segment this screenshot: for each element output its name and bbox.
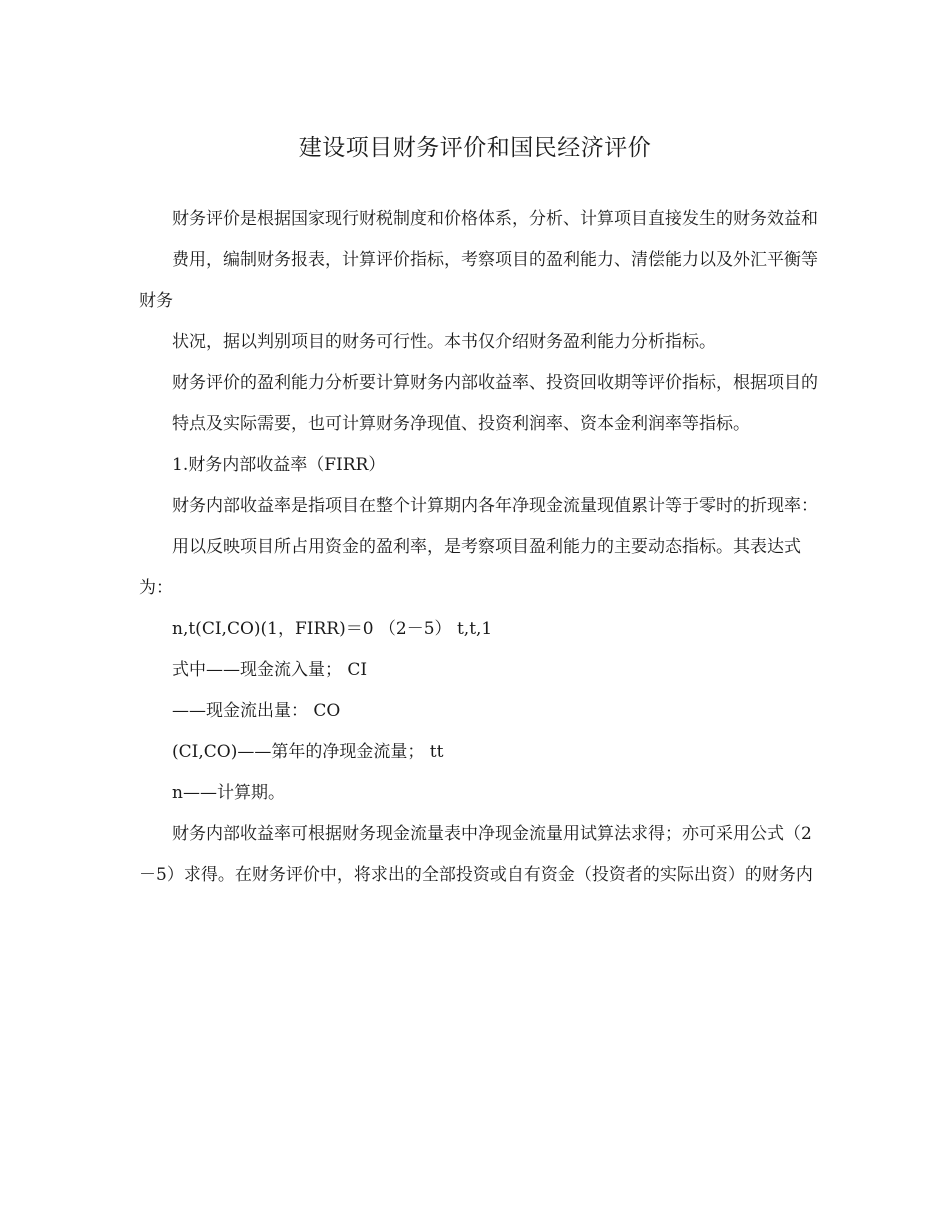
formula-legend: (CI,CO)——第年的净现金流量； tt	[172, 742, 444, 762]
paragraph: 用以反映项目所占用资金的盈利率，是考察项目盈利能力的主要动态指标。其表达式为：	[139, 537, 801, 598]
paragraph: 财务评价的盈利能力分析要计算财务内部收益率、投资回收期等评价指标，根据项目的	[172, 373, 818, 393]
document-title: 建设项目财务评价和国民经济评价	[298, 135, 652, 161]
document-body	[139, 199, 819, 896]
paragraph: 财务评价是根据国家现行财税制度和价格体系，分析、计算项目直接发生的财务效益和	[172, 209, 818, 229]
paragraph: 财务内部收益率可根据财务现金流量表中净现金流量用试算法求得；亦可采用公式（2－5）求得。在财务评价中，将求出的全部投资或自有资金（投资者的实际出资）的财务内	[139, 824, 813, 885]
paragraph: 费用，编制财务报表，计算评价指标，考察项目的盈利能力、清偿能力以及外汇平衡等财务	[139, 250, 818, 311]
formula-legend: 式中——现金流入量； CI	[172, 660, 368, 680]
formula-legend: n——计算期。	[172, 783, 285, 803]
formula: n,t(CI,CO)(1，FIRR)＝0 （2－5） t,t,1	[172, 619, 493, 639]
paragraph: 财务内部收益率是指项目在整个计算期内各年净现金流量现值累计等于零时的折现率：	[172, 496, 818, 516]
paragraph: 特点及实际需要，也可计算财务净现值、投资利润率、资本金利润率等指标。	[172, 414, 750, 434]
formula-legend: ——现金流出量： CO	[172, 701, 341, 721]
paragraph: 状况，据以判别项目的财务可行性。本书仅介绍财务盈利能力分析指标。	[172, 332, 716, 352]
section-heading: 1.财务内部收益率（FIRR）	[172, 455, 386, 475]
